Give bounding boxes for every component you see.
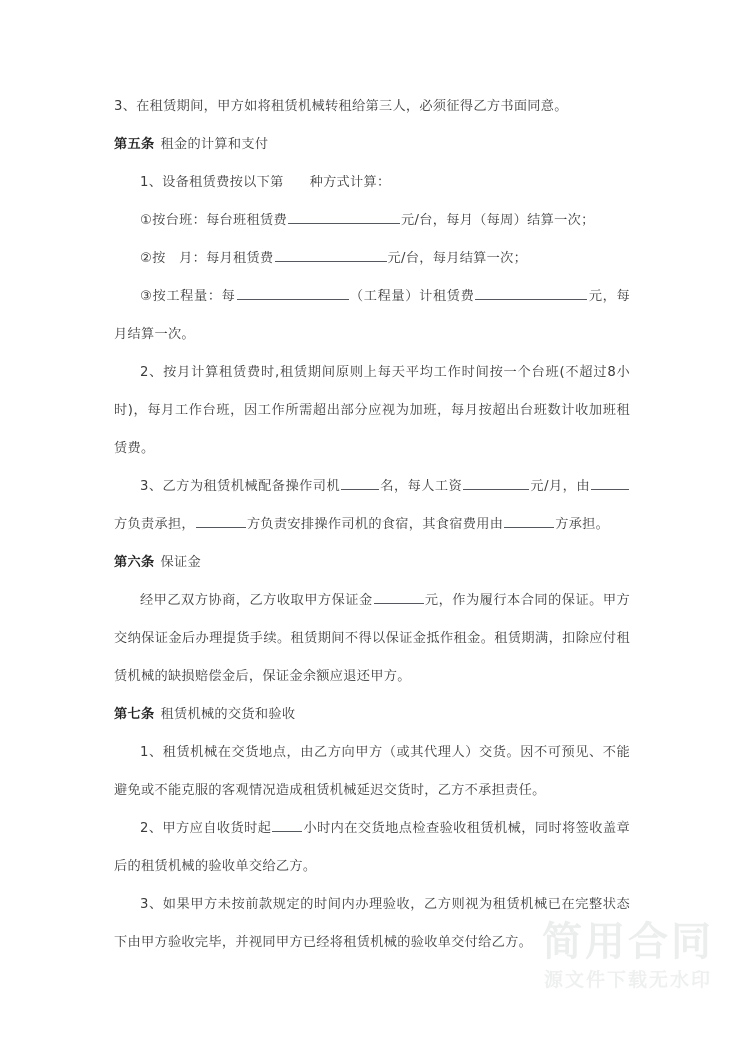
- article-6-paragraph-1: [114, 582, 630, 696]
- a5-p3-text-f: 方承担。: [555, 517, 610, 532]
- a6-p1-text-a: 经甲乙双方协商，乙方收取甲方保证金: [140, 593, 373, 608]
- watermark-brand: 简用合同: [542, 919, 714, 965]
- article-7-title: 租赁机械的交货和验收: [160, 707, 296, 722]
- a5-p3-driver-count-blank[interactable]: [341, 475, 379, 490]
- article-5-paragraph-1: [114, 164, 630, 202]
- a7-p2-hours-blank[interactable]: [272, 817, 302, 832]
- a5-opt3-text-c: 元，每月结算一次。: [114, 289, 630, 342]
- article-5-option-2: [114, 240, 630, 278]
- a5-p3-text-c: 元/月，由: [530, 479, 590, 494]
- a5-opt3-unit-blank[interactable]: [237, 285, 349, 300]
- a5-opt2-fee-blank[interactable]: [275, 247, 387, 262]
- article-7-paragraph-1: 1、租赁机械在交货地点，由乙方向甲方（或其代理人）交货。因不可预见、不能避免或不能克服的客观情况造成租赁机械延迟交货时，乙方不承担责任。: [114, 745, 630, 798]
- article-5-paragraph-2: 2、按月计算租赁费时,租赁期间原则上每天平均工作时间按一个台班(不超过8小时)，每月工作台班，因工作所需超出部分应视为加班，每月按超出台班数计收加班租赁费。: [114, 365, 630, 456]
- a5-p3-lodging-cost-blank[interactable]: [504, 513, 554, 528]
- a6-deposit-amount-blank[interactable]: [374, 589, 424, 604]
- a5-p1-text-b: 种方式计算：: [309, 175, 391, 190]
- watermark-subtitle: 源文件下载无水印: [543, 969, 712, 991]
- a5-p1-text-a: 1、设备租赁费按以下第: [140, 175, 284, 190]
- a5-opt1-fee-blank[interactable]: [288, 209, 400, 224]
- document-body: [114, 88, 630, 962]
- clause-4-item-3: 3、在租赁期间，甲方如将租赁机械转租给第三人，必须征得乙方书面同意。: [114, 99, 568, 114]
- article-6-title: 保证金: [160, 555, 201, 570]
- article-6-heading: [114, 544, 630, 582]
- article-7-number: 第七条: [114, 707, 155, 722]
- a5-opt3-fee-blank[interactable]: [475, 285, 587, 300]
- a5-p3-text-d: 方负责承担，: [114, 517, 195, 532]
- article-5-option-1: [114, 202, 630, 240]
- article-7-heading: [114, 696, 630, 734]
- a5-p3-text-e: 方负责安排操作司机的食宿，其食宿费用由: [246, 517, 504, 532]
- article-7-paragraph-3: 3、如果甲方未按前款规定的时间内办理验收，乙方则视为租赁机械已在完整状态下由甲方验收完毕，并视同甲方已经将租赁机械的验收单交付给乙方。: [114, 897, 630, 950]
- a5-p3-payer-blank[interactable]: [591, 475, 629, 490]
- article-6-number: 第六条: [114, 555, 155, 570]
- a5-p3-text-b: 名，每人工资: [380, 479, 463, 494]
- a5-opt1-text-a: ①按台班：每台班租赁费: [140, 213, 287, 228]
- a5-p3-salary-blank[interactable]: [463, 475, 529, 490]
- article-5-heading: [114, 126, 630, 164]
- a5-p3-lodging-party-blank[interactable]: [196, 513, 246, 528]
- a6-p1-text-b: 元，作为履行本合同的保证。甲方交纳保证金后办理提货手续。租赁期间不得以保证金抵作租金。租赁期满，扣除应付租赁机械的缺损赔偿金后，保证金余额应退还甲方。: [114, 593, 630, 684]
- article-5-option-3: [114, 278, 630, 354]
- a5-opt2-text-b: 元/台，每月结算一次；: [387, 251, 528, 266]
- a7-p2-text-a: 2、甲方应自收货时起: [140, 821, 272, 836]
- a5-p3-text-a: 3、乙方为租赁机械配备操作司机: [140, 479, 341, 494]
- a5-opt3-text-b: （工程量）计租赁费: [349, 289, 475, 304]
- article-7-paragraph-2: [114, 810, 630, 886]
- article-5-title: 租金的计算和支付: [160, 137, 269, 152]
- a5-opt2-text-a: ②按 月：每月租赁费: [140, 251, 274, 266]
- article-5-number: 第五条: [114, 137, 155, 152]
- article-5-paragraph-3: [114, 468, 630, 544]
- a5-opt3-text-a: ③按工程量：每: [140, 289, 236, 304]
- a5-opt1-text-b: 元/台，每月（每周）结算一次；: [401, 213, 595, 228]
- a7-p2-text-b: 小时内在交货地点检查验收租赁机械，同时将签收盖章后的租赁机械的验收单交给乙方。: [114, 821, 631, 874]
